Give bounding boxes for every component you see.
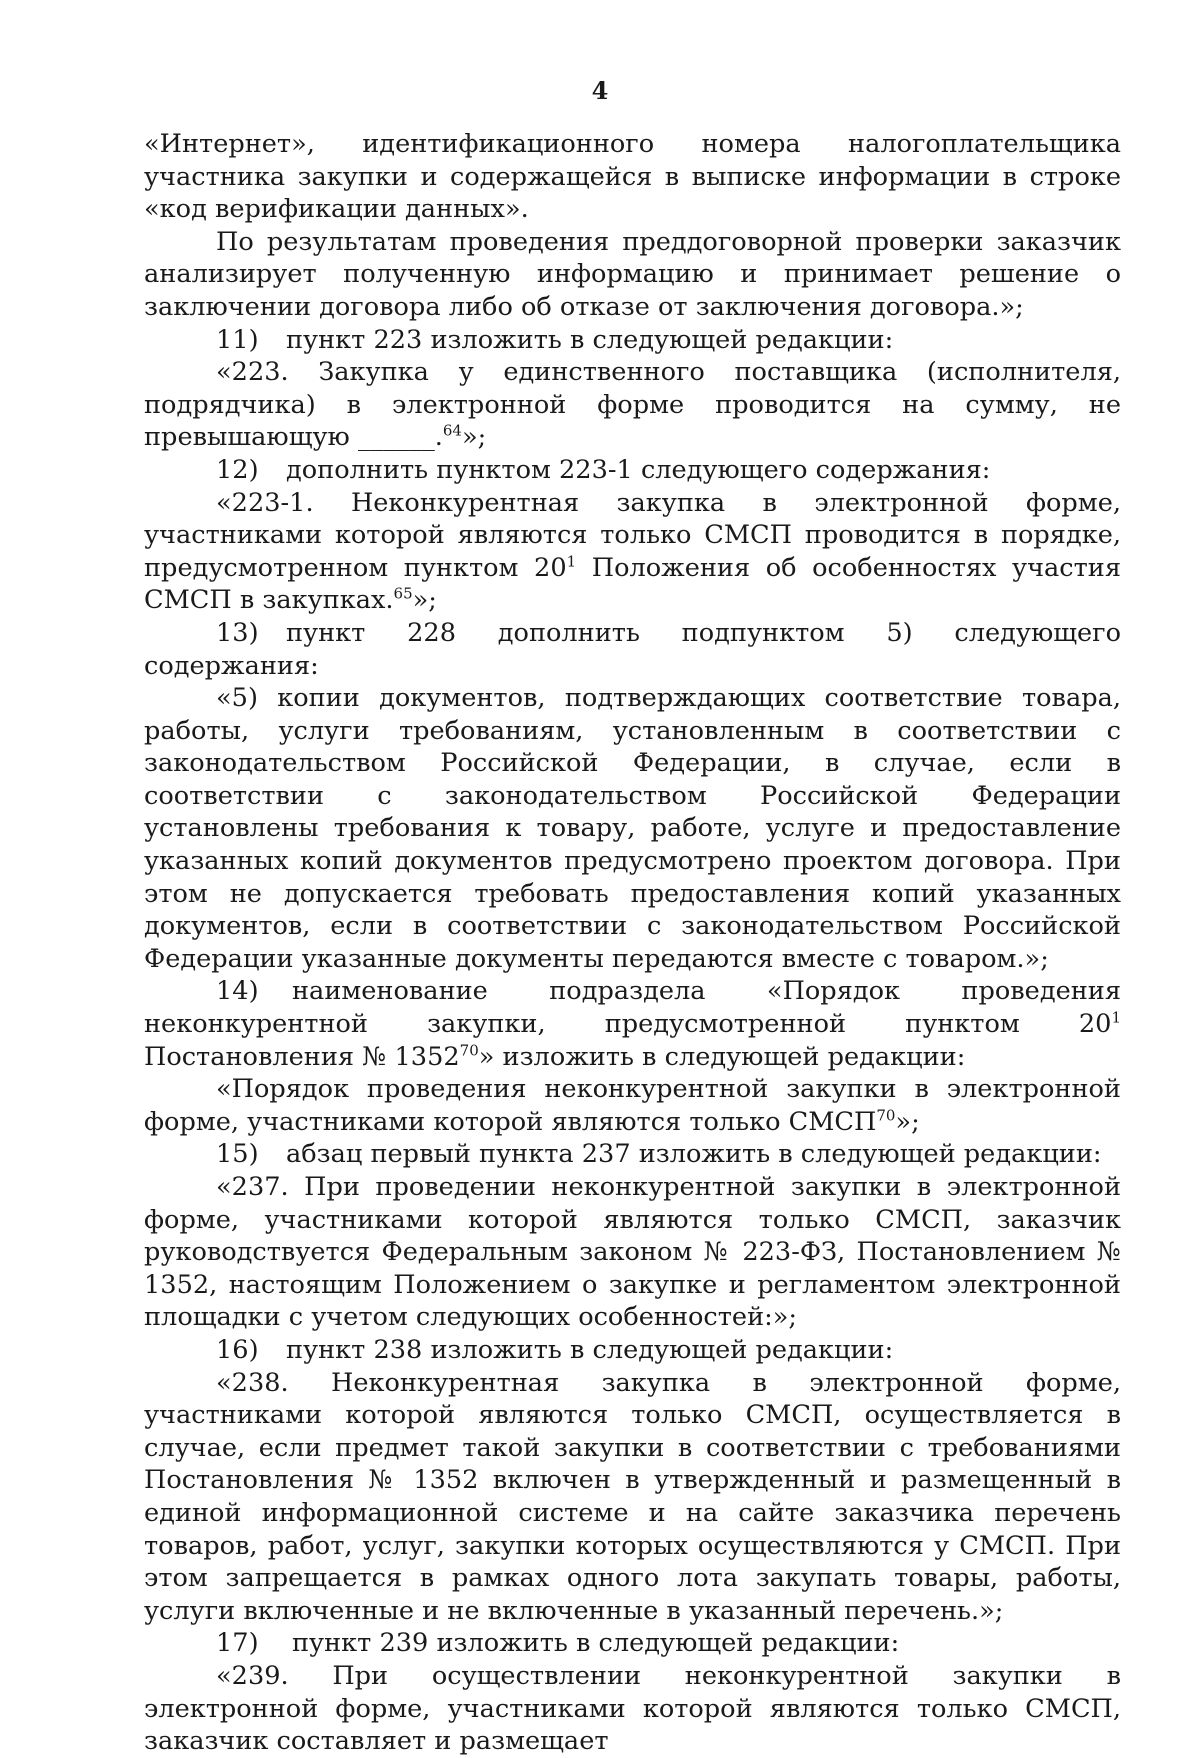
paragraph-precontract-check: По результатам проведения преддоговорной проверки заказчик анализирует полученную информацию и принимает решение о заключении договора либо об отказе от заключения договора.»; xyxy=(144,226,1121,322)
item-number: 14) xyxy=(216,976,259,1007)
item-number: 15) xyxy=(216,1139,259,1170)
item-text: пункт 223 изложить в следующей редакции: xyxy=(286,324,894,355)
list-item-14 xyxy=(144,975,1121,1073)
superscript-1: 1 xyxy=(1111,1008,1121,1027)
item-text: абзац первый пункта 237 изложить в следующей редакции: xyxy=(286,1139,1102,1170)
page-number: 4 xyxy=(591,76,609,105)
list-item-11 xyxy=(144,324,1121,357)
paragraph-subitem-5: «5) копии документов, подтверждающих соответствие товара, работы, услуги требованиям, установленным в соответствии с законодательством Российской Федерации, в случае, если в соответствии с законодательством Российской Федерации установлены требования к товару, работе, услуге и предоставление указанных копий документов предусмотрено проектом договора. При этом не допускается требовать предоставления копий указанных документов, если в соответствии с законодательством Российской Федерации указанные документы передаются вместе с товаром.»; xyxy=(144,683,1121,974)
paragraph-223-1 xyxy=(144,487,1121,617)
paragraph-223-1-text-b: Положения об особенностях участия СМСП в закупках. xyxy=(144,552,1121,616)
item-text: пункт 239 изложить в следующей редакции: xyxy=(292,1628,900,1659)
footnote-ref-70: 70 xyxy=(459,1041,479,1060)
list-item-12 xyxy=(144,454,1121,487)
paragraph-239: «239. При осуществлении неконкурентной закупки в электронной форме, участниками которой являются только СМСП, заказчик составляет и размещает xyxy=(144,1660,1121,1757)
item-number: 13) xyxy=(216,617,259,648)
paragraph-order-text: «Порядок проведения неконкурентной закупки в электронной форме, участниками которой являются только СМСП xyxy=(144,1074,1121,1137)
item-text-c: » изложить в следующей редакции: xyxy=(478,1041,966,1072)
paragraph-223-1-end: »; xyxy=(412,585,437,616)
paragraph-223-text: «223. Закупка у единственного поставщика (исполнителя, подрядчика) в электронной форме проводится на сумму, не превышающую ______. xyxy=(144,357,1121,453)
paragraph-order-end: »; xyxy=(895,1106,920,1137)
item-text: пункт 238 изложить в следующей редакции: xyxy=(286,1334,894,1365)
item-text: дополнить пунктом 223-1 следующего содержания: xyxy=(286,454,991,485)
paragraph-223 xyxy=(144,356,1121,454)
item-number: 11) xyxy=(216,324,259,355)
document-body xyxy=(144,128,1121,1758)
footnote-ref-65: 65 xyxy=(393,584,413,603)
superscript-1: 1 xyxy=(566,552,577,571)
list-item-17 xyxy=(144,1627,1121,1660)
paragraph-order-title xyxy=(144,1073,1121,1138)
paragraph-223-1-text: «223-1. Неконкурентная закупка в электронной форме, участниками которой являются только СМСП проводится в порядке, предусмотренном пунктом 20 xyxy=(144,487,1121,583)
paragraph-223-end: »; xyxy=(461,422,487,453)
paragraph-237: «237. При проведении неконкурентной закупки в электронной форме, участниками которой являются только СМСП, заказчик руководствуется Федеральным законом № 223-ФЗ, Постановлением № 1352, настоящим Положением о закупке и регламентом электронной площадки с учетом следующих особенностей:»; xyxy=(144,1172,1121,1333)
list-item-15 xyxy=(144,1138,1121,1171)
list-item-13 xyxy=(144,617,1121,682)
item-text-b: Постановления № 1352 xyxy=(144,1041,460,1072)
item-text: наименование подраздела «Порядок проведения неконкурентной закупки, предусмотренной пунктом 20 xyxy=(144,976,1121,1040)
paragraph-internet-continuation: «Интернет», идентификационного номера налогоплательщика участника закупки и содержащейся в выписке информации в строке «код верификации данных». xyxy=(144,129,1121,225)
list-item-16 xyxy=(144,1334,1121,1367)
footnote-ref-64: 64 xyxy=(442,421,462,440)
item-number: 16) xyxy=(216,1334,259,1365)
item-number: 17) xyxy=(216,1628,259,1659)
paragraph-238: «238. Неконкурентная закупка в электронной форме, участниками которой являются только СМСП, осуществляется в случае, если предмет такой закупки в соответствии с требованиями Постановления № 1352 включен в утвержденный и размещенный в единой информационной системе и на сайте заказчика перечень товаров, работ, услуг, закупки которых осуществляются у СМСП. При этом запрещается в рамках одного лота закупать товары, работы, услуги включенные и не включенные в указанный перечень.»; xyxy=(144,1367,1121,1626)
item-text: пункт 228 дополнить подпунктом 5) следующего содержания: xyxy=(144,617,1121,681)
footnote-ref-70: 70 xyxy=(876,1106,896,1125)
item-number: 12) xyxy=(216,454,259,485)
